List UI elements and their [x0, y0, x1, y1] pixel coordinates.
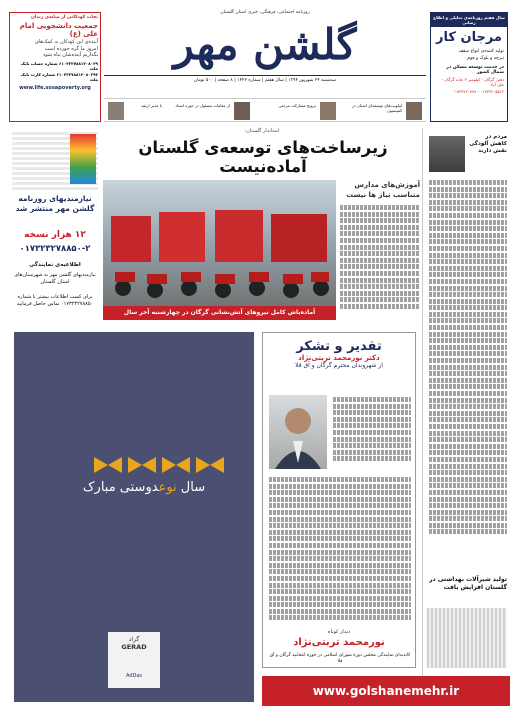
ad-slogan [44, 480, 244, 495]
charity-account: ۶۱۰۴۳۳۷۸۸۱۲۰۸۰۲۹ شماره حساب بانک ملت [20, 61, 98, 71]
thanks-body-1 [333, 397, 411, 463]
right-bottom-photo [427, 608, 507, 668]
right-top-photo [429, 136, 465, 172]
bowties [94, 452, 244, 482]
charity-line3: امروز ما گره خورده است [44, 46, 98, 52]
charity-line2: آینده‌ی این کودکان به کمک‌های [34, 39, 98, 45]
classified-color-strip [70, 134, 96, 184]
promo-1: اولویت‌های توسعه‌ای استان در کمیسیون [351, 103, 402, 113]
marjan-title: مرجان کار [436, 30, 502, 45]
thanks-subtitle: دکتر نورمحمد تربتی‌نژاد [298, 354, 380, 362]
footer-url[interactable]: www.golshanemehr.ir [262, 676, 510, 706]
charity-box [9, 12, 101, 122]
charity-title: جمعیت دانشجویی امام علی (ع) [19, 22, 98, 38]
thanks-footer: کاندیدای نمایندگی مجلس دوره شورای اسلامی در حوزه انتخابیه گرگان و آق قلا [269, 653, 411, 664]
right-column [422, 128, 510, 688]
charity-url[interactable]: www.life.sosapoverty.org [19, 85, 91, 91]
logo: گلشن مهر [173, 20, 357, 70]
portrait-4 [108, 102, 124, 120]
gerad-fa: گراد [128, 636, 140, 643]
marjan-line4: دفتر: گرگان - کیلومتر ۳ جاده گرگان - علی آباد [441, 77, 504, 87]
masthead [104, 10, 426, 96]
side-body [340, 205, 420, 311]
right-bottom-story: تولید شیرآلات بهداشتی در گلستان افزایش یافت [429, 576, 507, 591]
thanks-name: نورمحمد تربتی‌نژاد [293, 637, 385, 648]
thanks-subtitle2: از شهروندان محترم گرگان و آق قلا [295, 362, 383, 369]
gerad-brand: GERAD [121, 643, 147, 651]
charity-card: ۶۱۰۴۳۳۷۸۸۱۲۰۸۰۲۹۴ شماره کارت بانک ملت [20, 72, 98, 82]
marjan-line5: ۰۱۷۳۲۲۰۵۵۱۲ - ۰۱۷۳۳۲۲۰۷۷۸ [452, 89, 504, 94]
main-headline: زیرساخت‌های توسعه‌ی گلستان آماده‌نیست [138, 138, 388, 176]
charity-line4: نگذاریم آینده‌شان تباه شود [42, 52, 98, 58]
promo-strip [104, 98, 426, 122]
right-top-story: مردم در کاهش آلودگی نقش دارند [469, 134, 507, 154]
thanks-from: دیدار کوتاه [327, 629, 351, 635]
charity-line0: نجات کودکانی از میانه‌ی زندان [31, 15, 98, 20]
side-headline: آموزش‌های مدارس متناسب نیاز ها نیست [346, 181, 420, 199]
marjan-line1: تولید کننده‌ی انواع سقف [458, 49, 504, 54]
portrait-3 [234, 102, 250, 120]
thanks-title: تقدیر و تشکر [296, 339, 382, 354]
gerad-ad [14, 332, 254, 702]
candidate-photo [269, 395, 327, 469]
notice3: برای کسب اطلاعات بیشتر با شماره ۰۱۷۳۲۳۲۷۸۸۵۰ تماس حاصل فرمایید [16, 294, 94, 307]
slogan-a: سال [176, 480, 206, 495]
gerad-logo-box [108, 632, 160, 688]
subscribe-title: نیازمندیهای روزنامه گلشن مهر منتشر شد [15, 194, 95, 213]
gerad-sub: AdDas [125, 673, 143, 679]
marjan-line3: در خدمت توسعه مسکن در شمال کشور [446, 65, 504, 75]
promo-3: از مقامات مسئول در حوزه اسناد [175, 103, 230, 108]
fire-photo [103, 180, 336, 320]
notice1: اطلاعیه‌ی نمایندگی [29, 262, 81, 268]
promo-4: با مدیر ارشد [141, 103, 162, 108]
marjan-line2: تیرچه و بلوک و فوم [467, 56, 504, 61]
portrait-1 [406, 102, 422, 120]
phone[interactable]: ۰۱۷۳۲۳۲۷۸۸۵۰-۲ [19, 244, 91, 254]
thanks-body-2 [269, 477, 411, 622]
portrait-2 [320, 102, 336, 120]
promo-2: ترویج مشارکت مردمی [278, 103, 316, 108]
dateline: سه‌شنبه ۲۴ شهریور ۱۳۹۴ | سال هفتم | شماره ۱۴۲۲ | ۸ صفحه | ۵۰۰ تومان [104, 75, 426, 83]
marjan-ad [430, 12, 508, 122]
photo-caption: آماده‌باش کامل نیروهای آتش‌نشانی گرگان در چهارشنبه آخر سال [103, 306, 336, 320]
main-kicker: استاندار گلستان: [244, 128, 280, 134]
marjan-top: سال هفتم روزنامه‌ی تحلیلی و اطلاع رسانی [431, 13, 507, 27]
copies: ۱۲ هزار نسخه [24, 230, 86, 240]
slogan-c: دوستی مبارک [82, 480, 159, 495]
right-body-1 [429, 180, 507, 536]
fire-trucks-image [103, 180, 336, 306]
thanks-box [262, 332, 416, 668]
classified-thumb [12, 130, 98, 190]
tagline: روزنامه اجتماعی، فرهنگی، خبری استان گلستان [220, 10, 310, 15]
notice2: نیازمندیهای گلشن مهر به شهرستان‌های استان گلستان [14, 272, 96, 285]
slogan-b: نوع [158, 480, 177, 495]
